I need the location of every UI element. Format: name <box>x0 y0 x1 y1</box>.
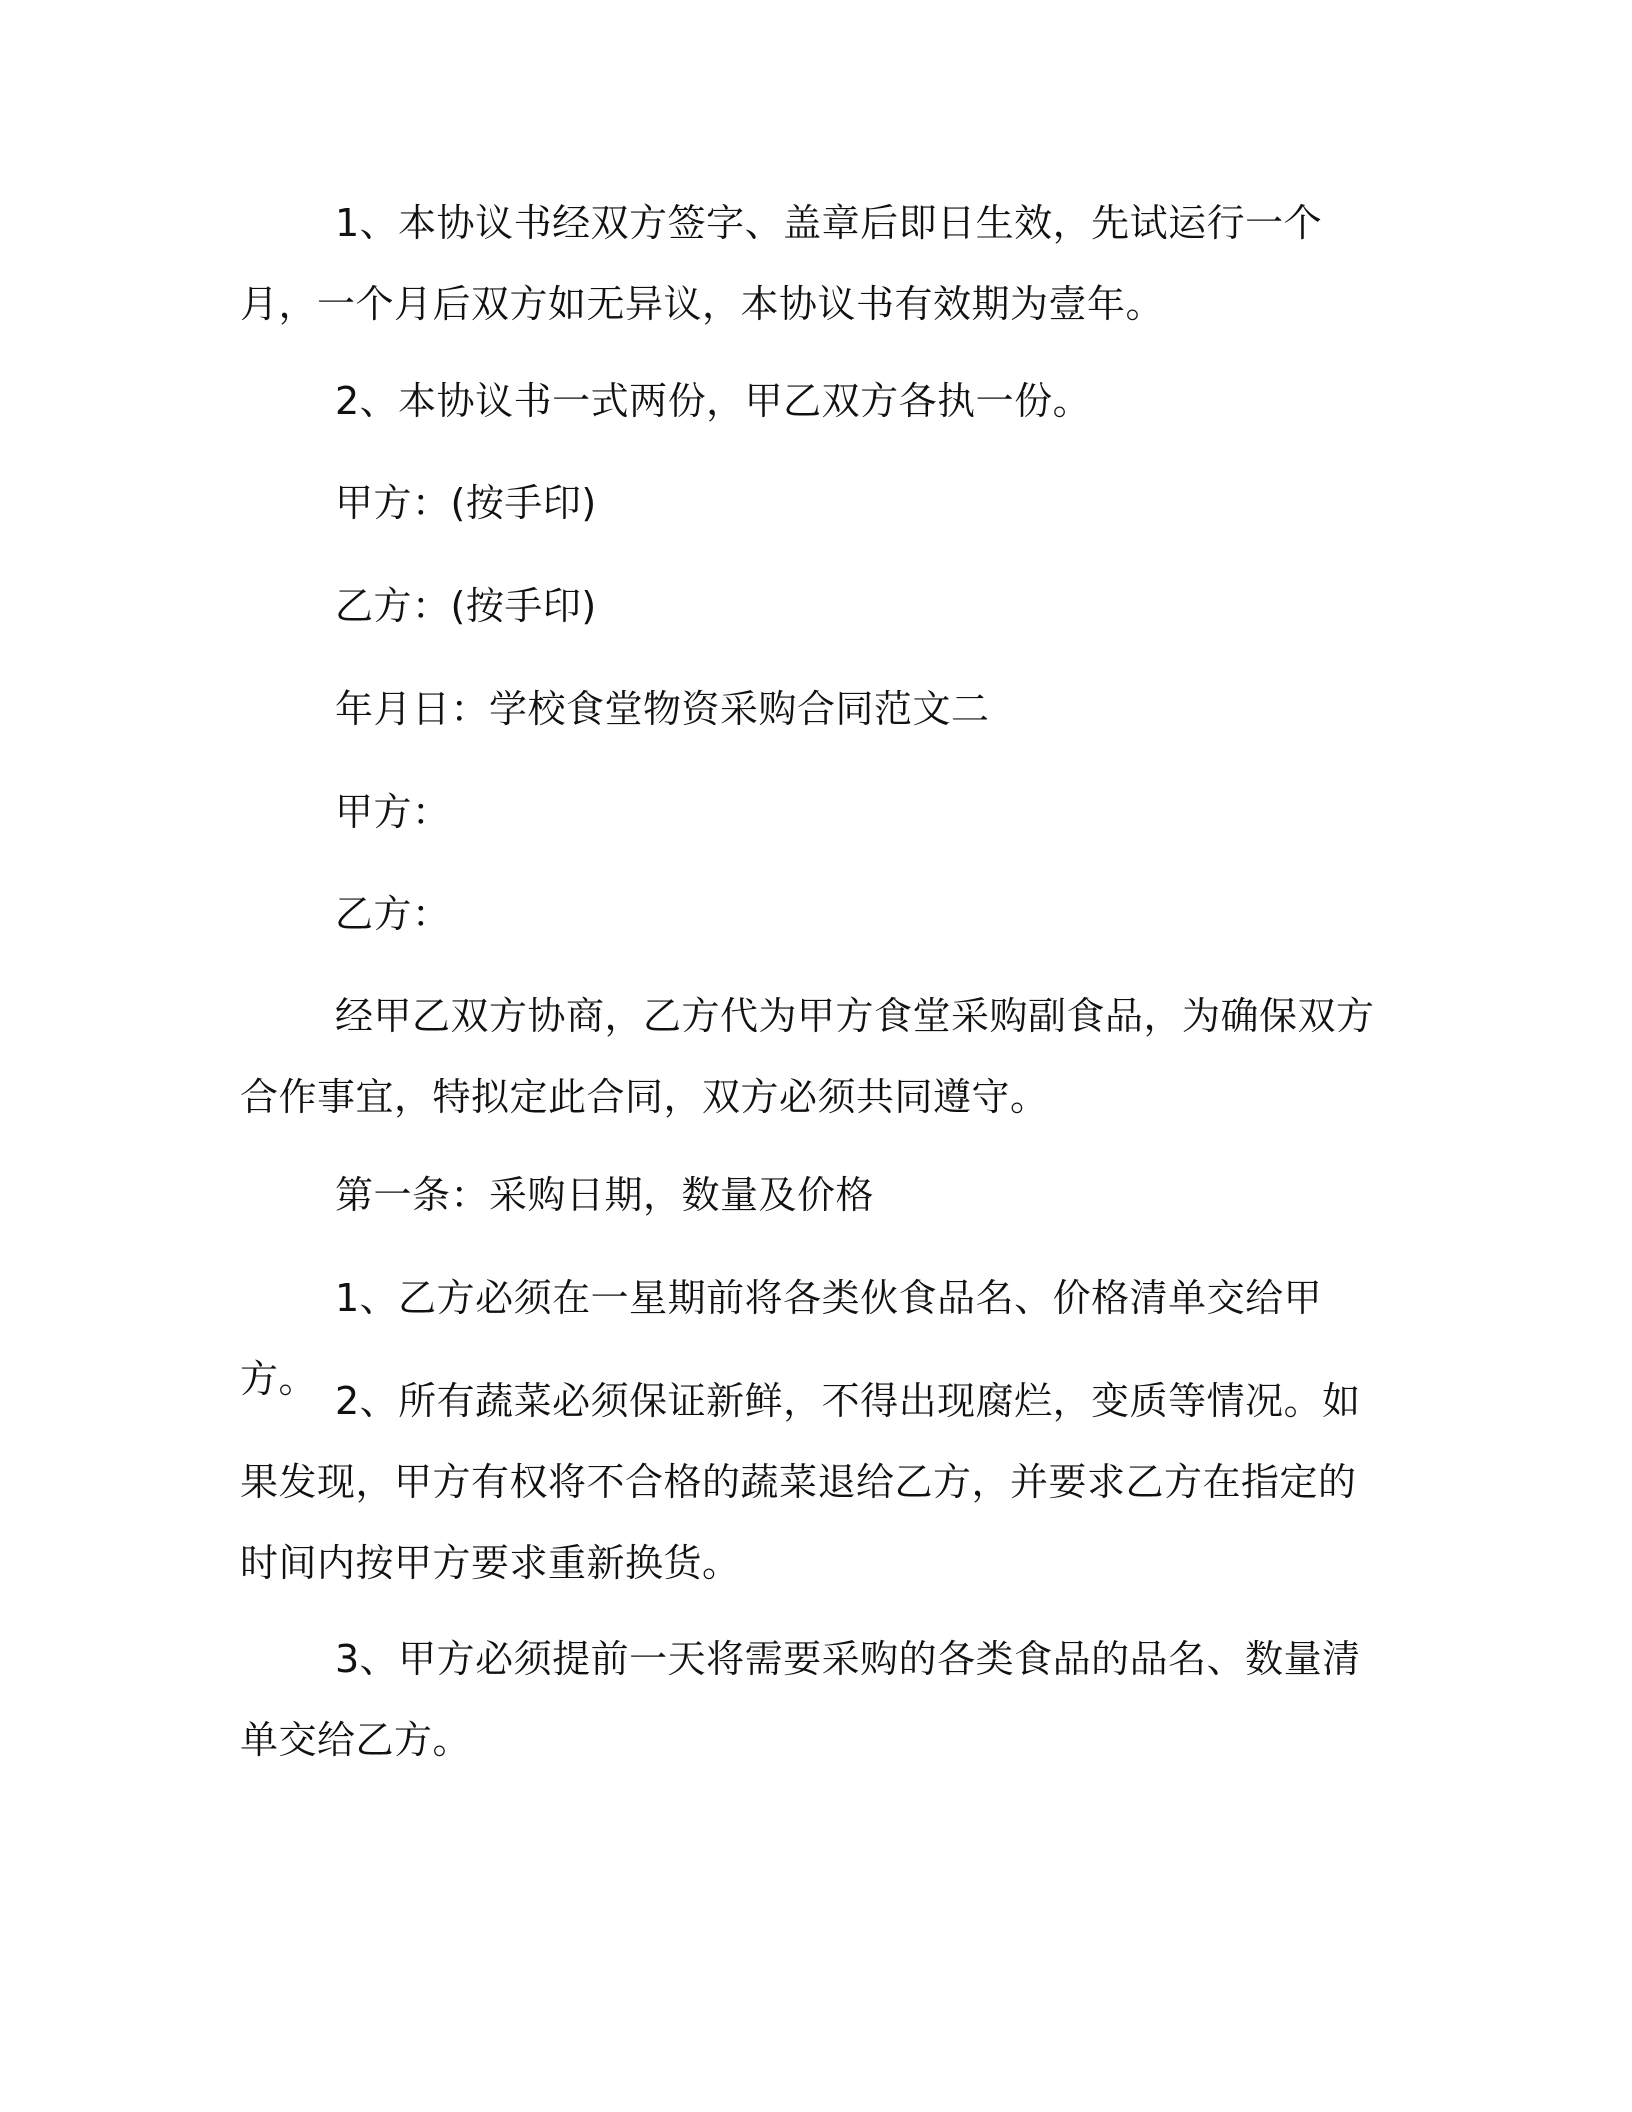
paragraph-validity: 1、本协议书经双方签字、盖章后即日生效，先试运行一个月，一个月后双方如无异议，本协议书有效期为壹年。 <box>240 201 1323 326</box>
paragraph-article-1-item-2: 2、所有蔬菜必须保证新鲜，不得出现腐烂，变质等情况。如果发现，甲方有权将不合格的蔬菜退给乙方，并要求乙方在指定的时间内按甲方要求重新换货。 <box>240 1379 1361 1585</box>
paragraph-date-title: 年月日：学校食堂物资采购合同范文二 <box>335 687 990 731</box>
paragraph-intro: 经甲乙双方协商，乙方代为甲方食堂采购副食品，为确保双方合作事宜，特拟定此合同，双方必须共同遵守。 <box>240 994 1375 1119</box>
paragraph-party-b-fingerprint: 乙方：(按手印) <box>335 584 597 628</box>
paragraph-article-1-item-1: 1、乙方必须在一星期前将各类伙食品名、价格清单交给甲方。 <box>240 1276 1323 1401</box>
paragraph-party-b: 乙方： <box>335 892 451 936</box>
paragraph-party-a-fingerprint: 甲方：(按手印) <box>335 481 597 525</box>
paragraph-copies: 2、本协议书一式两份，甲乙双方各执一份。 <box>335 379 1092 423</box>
paragraph-article-1-title: 第一条：采购日期，数量及价格 <box>335 1173 875 1217</box>
paragraph-party-a: 甲方： <box>335 790 451 834</box>
paragraph-article-1-item-3: 3、甲方必须提前一天将需要采购的各类食品的品名、数量清单交给乙方。 <box>240 1637 1361 1762</box>
